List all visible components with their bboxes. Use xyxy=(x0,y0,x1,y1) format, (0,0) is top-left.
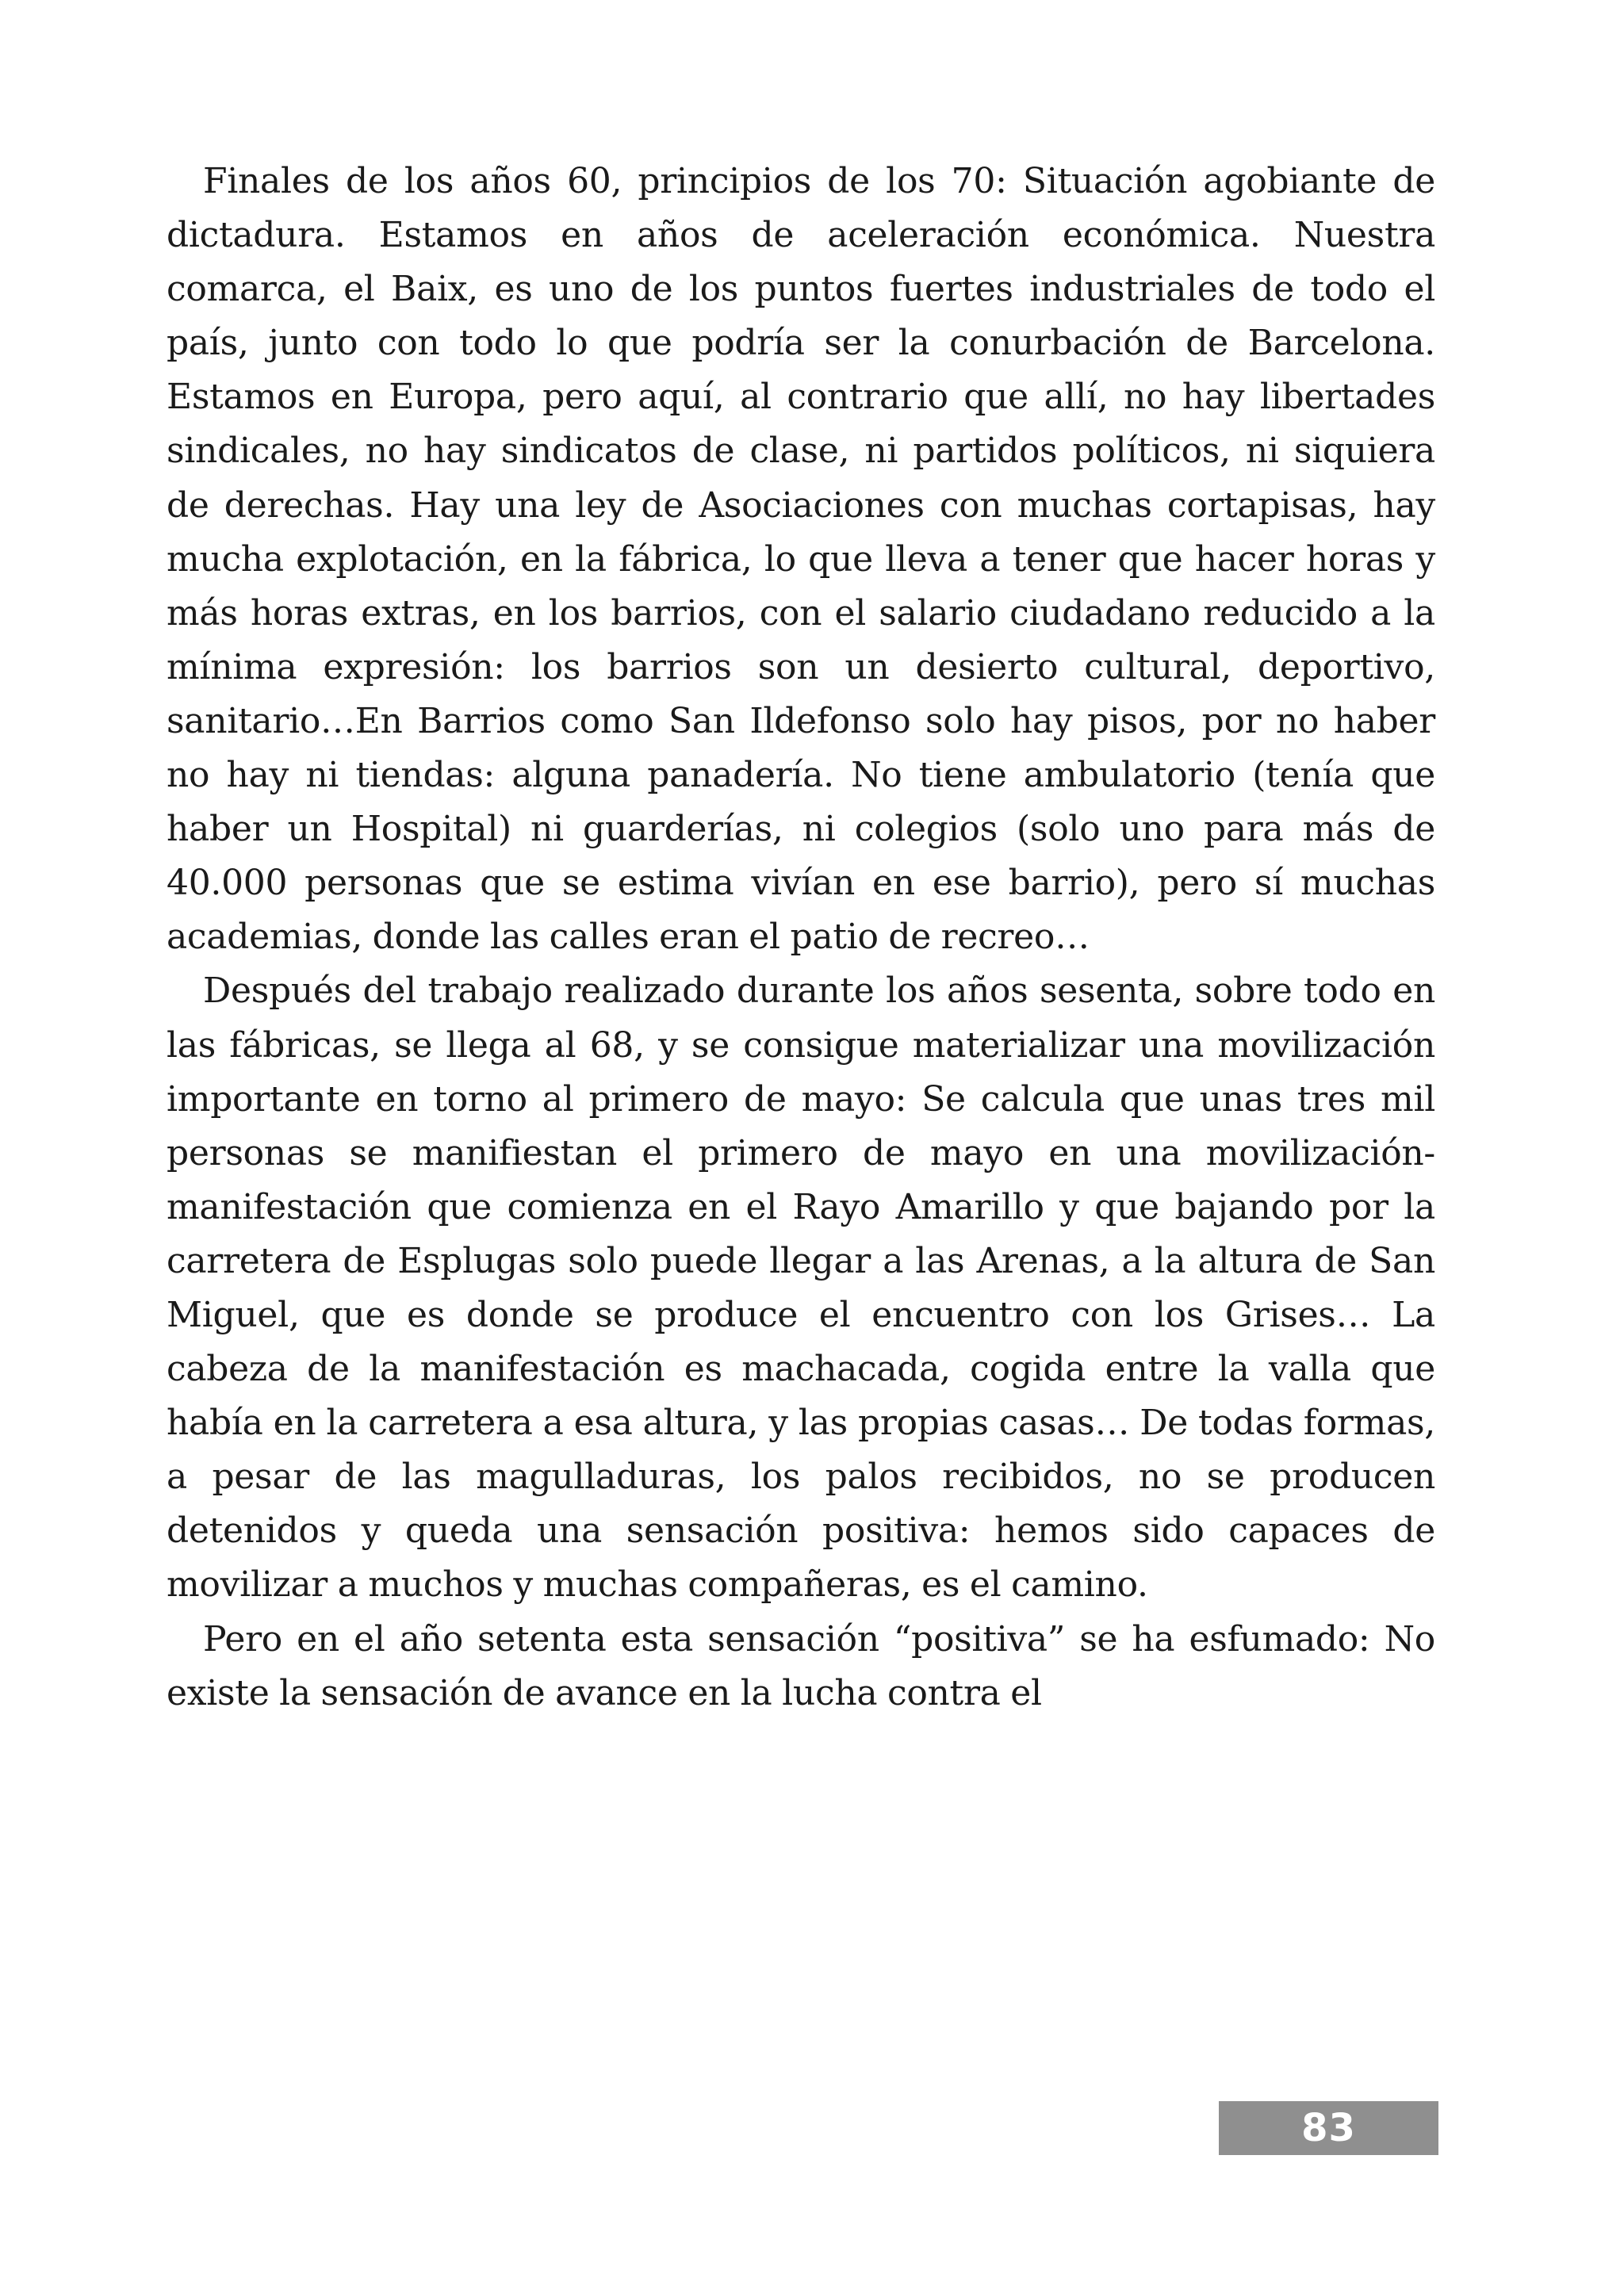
page-number: 83 xyxy=(1301,2106,1356,2150)
page-body xyxy=(167,155,1435,1721)
paragraph-1: Finales de los años 60, principios de los 70: Situación agobiante de dictadura. Estamos en años de aceleración económica. Nuestra comarca, el Baix, es uno de los puntos fuertes industriales de todo el país, junto con todo lo que podría ser la conurbación de Barcelona. Estamos en Europa, pero aquí, al contrario que allí, no hay libertades sindicales, no hay sindicatos de clase, ni partidos políticos, ni siquiera de derechas. Hay una ley de Asociaciones con muchas cortapisas, hay mucha explotación, en la fábrica, lo que lleva a tener que hacer horas y más horas extras, en los barrios, con el salario ciudadano reducido a la mínima expresión: los barrios son un desierto cultural, deportivo, sanitario…En Barrios como San Ildefonso solo hay pisos, por no haber no hay ni tiendas: alguna panadería. No tiene ambulatorio (tenía que haber un Hospital) ni guarderías, ni colegios (solo uno para más de 40.000 personas que se estima vivían en ese barrio), pero sí muchas academias, donde las calles eran el patio de recreo… xyxy=(167,161,1435,958)
page-number-badge xyxy=(1219,2101,1438,2155)
paragraph-2: Después del trabajo realizado durante los años sesenta, sobre todo en las fábricas, se llega al 68, y se consigue materializar una movilización importante en torno al primero de mayo: Se calcula que unas tres mil personas se manifiestan el primero de mayo en una movilización-manifestación que comienza en el Rayo Amarillo y que bajando por la carretera de Esplugas solo puede llegar a las Arenas, a la altura de San Miguel, que es donde se produce el encuentro con los Grises… La cabeza de la manifestación es machacada, cogida entre la valla que había en la carretera a esa altura, y las propias casas… De todas formas, a pesar de las magulladuras, los palos recibidos, no se producen detenidos y queda una sensación positiva: hemos sido capaces de movilizar a muchos y muchas compañeras, es el camino. xyxy=(167,970,1435,1606)
paragraph-3: Pero en el año setenta esta sensación “positiva” se ha esfumado: No existe la sensación de avance en la lucha contra el xyxy=(167,1618,1435,1713)
